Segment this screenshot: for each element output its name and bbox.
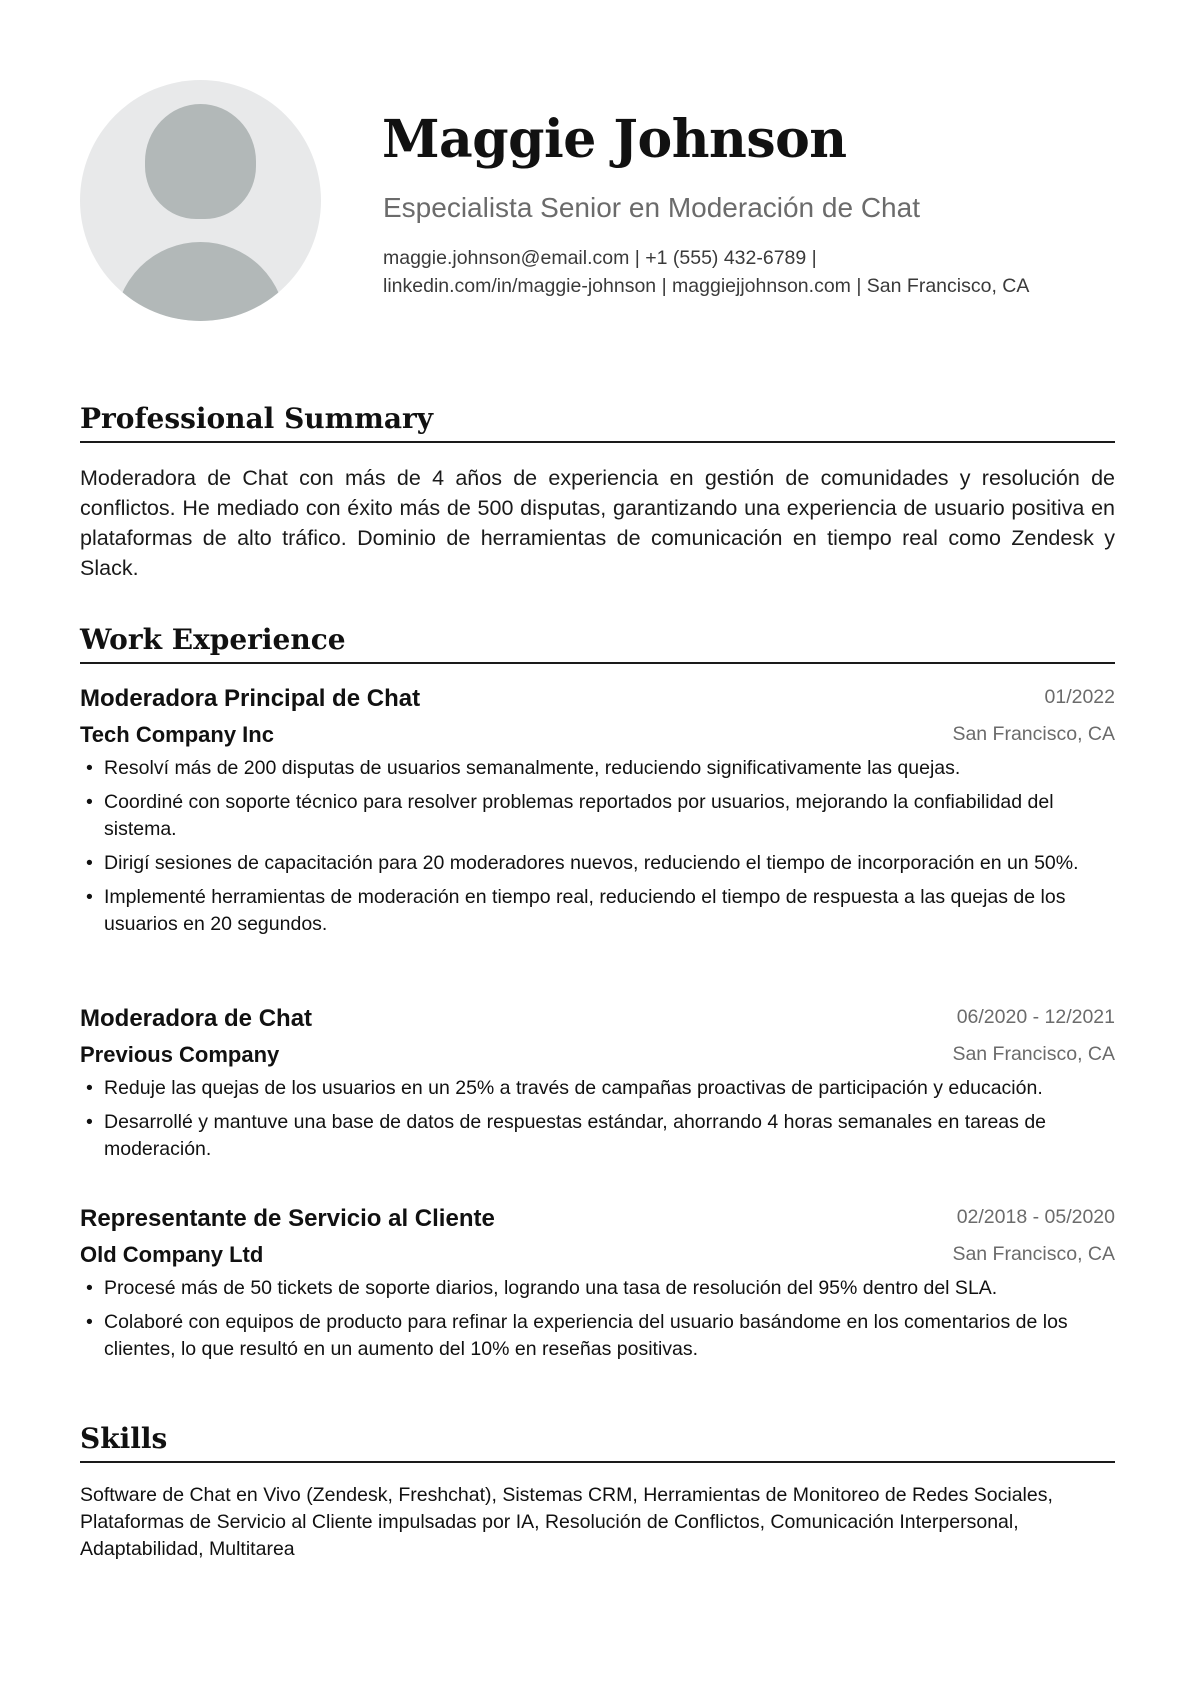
company-name: Old Company Ltd	[80, 1242, 264, 1267]
job-bullets	[80, 755, 1115, 945]
list-item: • Dirigí sesiones de capacitación para 20 moderadores nuevos, reduciendo el tiempo de incorporación en un 50%.	[80, 850, 1115, 877]
list-item: • Procesé más de 50 tickets de soporte diarios, logrando una tasa de resolución del 95% dentro del SLA.	[80, 1275, 1115, 1302]
job-location: San Francisco, CA	[952, 723, 1115, 745]
list-item: • Colaboré con equipos de producto para refinar la experiencia del usuario basándome en los comentarios de los clientes, lo que resultó en un aumento del 10% en reseñas positivas.	[80, 1309, 1115, 1363]
contact-line: maggie.johnson@email.com | +1 (555) 432-6789 |	[383, 247, 817, 269]
contact-line: linkedin.com/in/maggie-johnson | maggiejjohnson.com | San Francisco, CA	[383, 275, 1030, 297]
job-location: San Francisco, CA	[952, 1043, 1115, 1065]
job-date: 06/2020 - 12/2021	[956, 1006, 1115, 1028]
avatar-placeholder	[80, 80, 321, 321]
job-date: 02/2018 - 05/2020	[956, 1206, 1115, 1228]
list-item: • Implementé herramientas de moderación en tiempo real, reduciendo el tiempo de respuesta a las quejas de los usuarios en 20 segundos.	[80, 884, 1115, 938]
list-item: • Desarrollé y mantuve una base de datos de respuestas estándar, ahorrando 4 horas semanales en tareas de moderación.	[80, 1109, 1115, 1163]
job-bullets	[80, 1075, 1115, 1170]
section-heading-skills: Skills	[80, 1421, 1115, 1463]
skills-text: Software de Chat en Vivo (Zendesk, Freshchat), Sistemas CRM, Herramientas de Monitoreo de Redes Sociales, Plataformas de Servicio al Cliente impulsadas por IA, Resolución de Conflictos, Comunicación Interpersonal, Adaptabilidad, Multitarea	[80, 1484, 1053, 1560]
job-location: San Francisco, CA	[952, 1243, 1115, 1265]
candidate-title: Especialista Senior en Moderación de Chat	[383, 192, 920, 223]
list-item: • Resolví más de 200 disputas de usuarios semanalmente, reduciendo significativamente las quejas.	[80, 755, 1115, 782]
job-title: Moderadora de Chat	[80, 1005, 313, 1032]
company-name: Previous Company	[80, 1042, 280, 1067]
job-date: 01/2022	[1044, 686, 1115, 708]
company-name: Tech Company Inc	[80, 722, 274, 747]
avatar-body-shape	[115, 242, 286, 321]
job-bullets	[80, 1275, 1115, 1370]
candidate-name: Maggie Johnson	[382, 109, 847, 170]
contact-info	[383, 244, 1029, 300]
list-item: • Reduje las quejas de los usuarios en un 25% a través de campañas proactivas de participación y educación.	[80, 1075, 1115, 1102]
list-item: • Coordiné con soporte técnico para resolver problemas reportados por usuarios, mejorando la confiabilidad del sistema.	[80, 789, 1115, 843]
section-heading-experience: Work Experience	[80, 622, 1115, 664]
section-heading-summary: Professional Summary	[80, 401, 1115, 443]
job-title: Representante de Servicio al Cliente	[80, 1205, 495, 1232]
job-title: Moderadora Principal de Chat	[80, 685, 421, 712]
avatar-head-shape	[145, 104, 256, 219]
summary-text: Moderadora de Chat con más de 4 años de experiencia en gestión de comunidades y resolución de conflictos. He mediado con éxito más de 500 disputas, garantizando una experiencia de usuario positiva en plataformas de alto tráfico. Dominio de herramientas de comunicación en tiempo real como Zendesk y Slack.	[80, 466, 1115, 580]
